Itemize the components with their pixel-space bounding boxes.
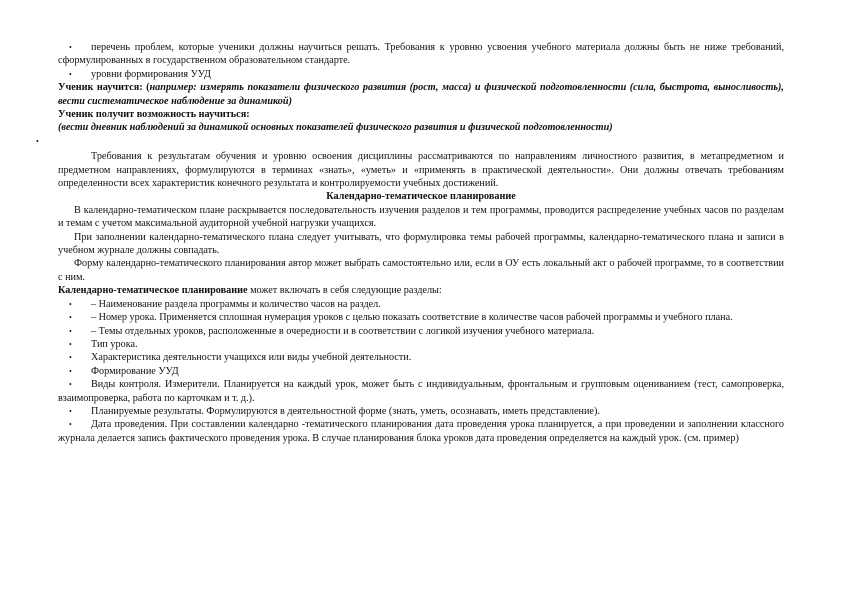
list-item (58, 338, 784, 351)
bullet-icon: • (69, 299, 72, 309)
list-item (58, 325, 784, 338)
list-item (58, 68, 784, 81)
paragraph-text: В календарно-тематическом плане раскрывается последовательность изучения разделов и тем программы, проводится распределение учебных часов по разделам и темам с учетом максимальной аудиторной учебной нагрузки учащихся. (58, 204, 784, 230)
bullet-icon: • (69, 69, 72, 79)
paragraph (58, 108, 784, 121)
bullet-icon: • (69, 313, 72, 323)
paragraph-text: Тип урока. (91, 338, 138, 350)
paragraph-text: – Номер урока. Применяется сплошная нумерация уроков с целью показать соответствие в количестве часов рабочей программы и учебного плана. (91, 312, 733, 324)
paragraph (58, 231, 784, 258)
list-item (58, 365, 784, 378)
paragraph-text: Характеристика деятельности учащихся или виды учебной деятельности. (91, 352, 412, 364)
paragraph-text: Планируемые результаты. Формулируются в деятельностной форме (знать, уметь, осознавать, иметь представление). (91, 405, 600, 417)
list-item (36, 135, 784, 148)
bullet-icon: • (69, 339, 72, 349)
heading-text: Календарно-тематическое планирование (326, 191, 516, 203)
list-item (58, 418, 784, 445)
list-item (58, 405, 784, 418)
list-item (58, 351, 784, 364)
paragraph-text: уровни формирования УУД (91, 68, 211, 80)
paragraph-text: При заполнении календарно-тематического плана следует учитывать, что формулировка темы рабочей программы, календарно-тематического плана и записи в учебном журнале должны совпадать. (58, 231, 784, 257)
bullet-icon: • (36, 136, 39, 146)
paragraph-text: Форму календарно-тематического планирования автор может выбрать самостоятельно или, если в ОУ есть локальный акт о рабочей программе, то в соответствии с ним. (58, 258, 784, 283)
bullet-icon: • (69, 326, 72, 336)
paragraph (58, 121, 784, 134)
paragraph-text: – Темы отдельных уроков, расположенные в очередности и в соответствии с логикой изучения учебного материала. (91, 325, 595, 337)
paragraph (58, 150, 784, 190)
paragraph (58, 284, 784, 297)
list-item (58, 298, 784, 311)
paragraph (58, 257, 784, 284)
paragraph-text: (вести дневник наблюдений за динамикой основных показателей физического развития и физической подготовленности) (58, 122, 613, 134)
planning-label: Календарно-тематическое планирование (58, 285, 248, 297)
bullet-icon: • (69, 43, 72, 52)
paragraph-text: Виды контроля. Измерители. Планируется на каждый урок, может быть с индивидуальным, фронтальным и групповым оцениванием (тест, самопроверка, взаимопроверка, работа по карточкам и т. д.). (58, 379, 784, 404)
bullet-icon: • (69, 380, 72, 390)
section-heading (58, 190, 784, 203)
bullet-icon: • (69, 420, 72, 430)
list-item (58, 311, 784, 324)
paragraph-text: например: измерять показатели физического развития (рост, масса) и физической подготовленности (сила, быстрота, выносливость), вести систематическое наблюдение за динамикой) (58, 82, 784, 107)
learner-will-learn-label: Ученик научится: ( (58, 82, 150, 94)
bullet-icon: • (69, 353, 72, 363)
paragraph-text: перечень проблем, которые ученики должны научиться решать. Требования к уровню усвоения учебного материала должны быть не ниже требований, сформулированных в государственном образовательном стандарте. (58, 42, 784, 67)
bullet-icon: • (69, 406, 72, 416)
list-item (58, 378, 784, 405)
list-item (58, 41, 784, 68)
paragraph (58, 204, 784, 231)
document-page (36, 41, 784, 445)
paragraph-text: Дата проведения. При составлении календарно -тематического планирования дата проведения урока планируется, а при проведении и заполнении классного журнала делается запись фактического проведения урока. В случае планирования блока уроков дата проведения определяется на каждый урок. (см. пример) (58, 419, 784, 444)
paragraph-text: Формирование УУД (91, 365, 179, 377)
paragraph-text: может включать в себя следующие разделы: (247, 285, 442, 297)
paragraph (58, 81, 784, 108)
paragraph-text: – Наименование раздела программы и количество часов на раздел. (91, 298, 381, 310)
paragraph-text: Требования к результатам обучения и уровню освоения дисциплины рассматриваются по направлениям личностного развития, в метапредметном и предметном направлениях, формулируются в терминах «знать», «уметь» и «применять в практической деятельности». Они должны отвечать требованиям определенности всех характеристик конечного результата и контролируемости учебных достижений. (58, 151, 784, 190)
learner-opportunity-label: Ученик получит возможность научиться: (58, 109, 250, 121)
bullet-icon: • (69, 366, 72, 376)
